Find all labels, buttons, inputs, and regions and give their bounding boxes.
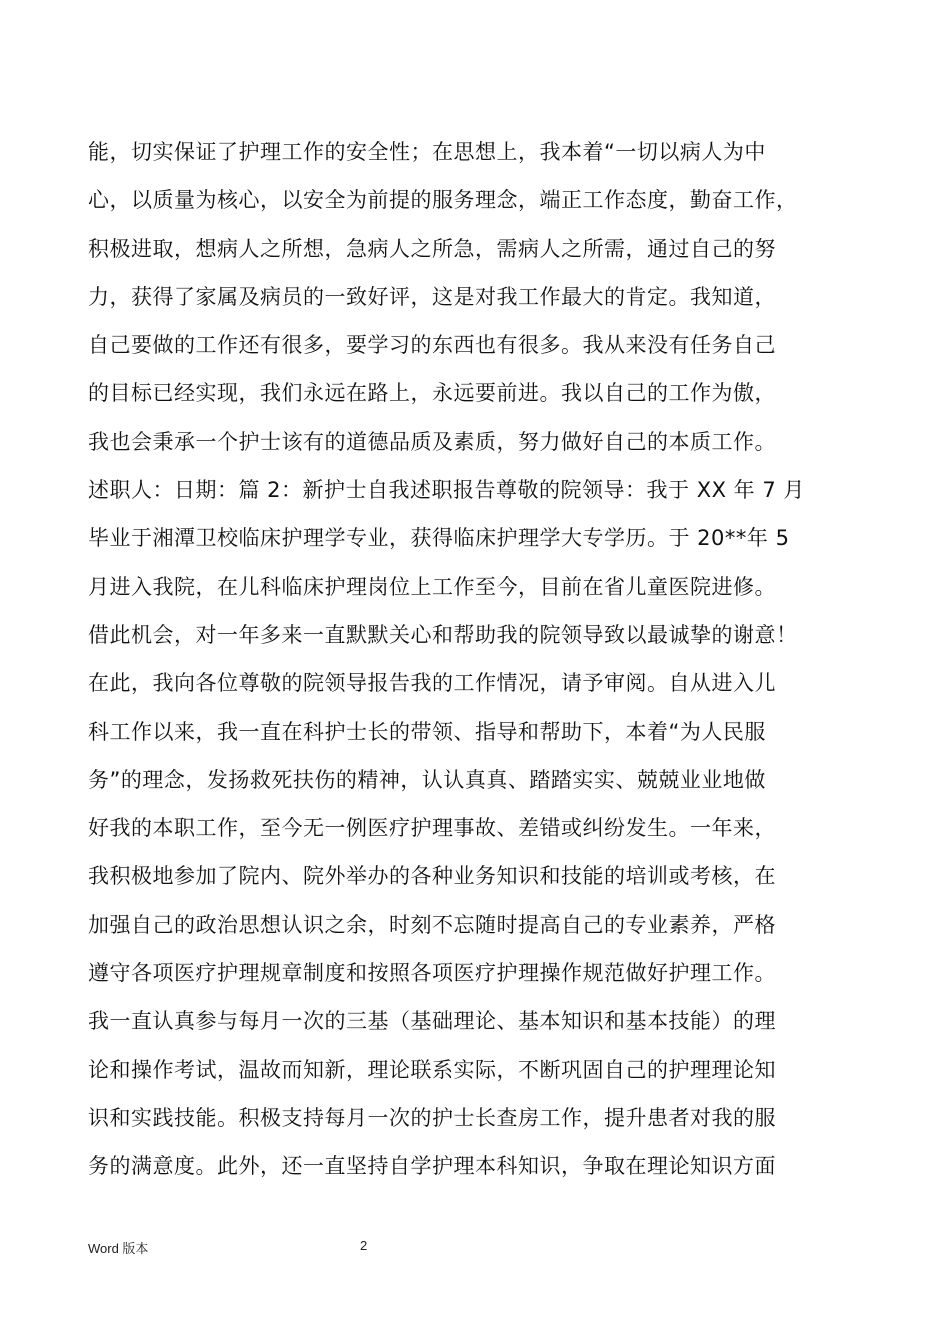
text-line: 识和实践技能。积极支持每月一次的护士长查房工作，提升患者对我的服 — [88, 1105, 776, 1130]
text-line: 务”的理念，发扬救死扶伤的精神，认认真真、踏踏实实、兢兢业业地做 — [88, 767, 766, 792]
text-line: 的目标已经实现，我们永远在路上，永远要前进。我以自己的工作为傲， — [88, 381, 776, 406]
text-line: 好我的本职工作，至今无一例医疗护理事故、差错或纠纷发生。一年来， — [88, 816, 776, 841]
text-line: 述职人：日期：篇 2：新护士自我述职报告尊敬的院领导：我于 XX 年 7 月 — [88, 478, 805, 503]
text-line: 毕业于湘潭卫校临床护理学专业，获得临床护理学大专学历。于 20**年 5 — [88, 526, 790, 551]
text-line: 我积极地参加了院内、院外举办的各种业务知识和技能的培训或考核，在 — [88, 864, 776, 889]
text-line: 在此，我向各位尊敬的院领导报告我的工作情况，请予审阅。自从进入儿 — [88, 671, 776, 696]
text-line: 务的满意度。此外，还一直坚持自学护理本科知识，争取在理论知识方面 — [88, 1154, 776, 1179]
text-line: 心，以质量为核心，以安全为前提的服务理念，端正工作态度，勤奋工作， — [88, 188, 798, 213]
footer-label: Word 版本 — [88, 1241, 149, 1256]
text-line: 科工作以来，我一直在科护士长的带领、指导和帮助下，本着“为人民服 — [88, 719, 766, 744]
text-line: 积极进取，想病人之所想，急病人之所急，需病人之所需，通过自己的努 — [88, 236, 776, 261]
text-line: 借此机会，对一年多来一直默默关心和帮助我的院领导致以最诚挚的谢意！ — [88, 622, 798, 647]
text-line: 我一直认真参与每月一次的三基（基础理论、基本知识和基本技能）的理 — [88, 1009, 776, 1034]
body-text — [88, 128, 868, 1191]
text-line: 我也会秉承一个护士该有的道德品质及素质，努力做好自己的本质工作。 — [88, 429, 776, 454]
text-line: 力，获得了家属及病员的一致好评，这是对我工作最大的肯定。我知道， — [88, 284, 776, 309]
text-line: 遵守各项医疗护理规章制度和按照各项医疗护理操作规范做好护理工作。 — [88, 961, 776, 986]
text-line: 月进入我院，在儿科临床护理岗位上工作至今，目前在省儿童医院进修。 — [88, 574, 776, 599]
text-line: 论和操作考试，温故而知新，理论联系实际，不断巩固自己的护理理论知 — [88, 1057, 776, 1082]
text-line: 加强自己的政治思想认识之余，时刻不忘随时提高自己的专业素养，严格 — [88, 912, 776, 937]
text-line: 自己要做的工作还有很多，要学习的东西也有很多。我从来没有任务自己 — [88, 333, 776, 358]
text-line: 能，切实保证了护理工作的安全性；在思想上，我本着“一切以病人为中 — [88, 140, 766, 164]
page-number: 2 — [360, 1238, 368, 1253]
